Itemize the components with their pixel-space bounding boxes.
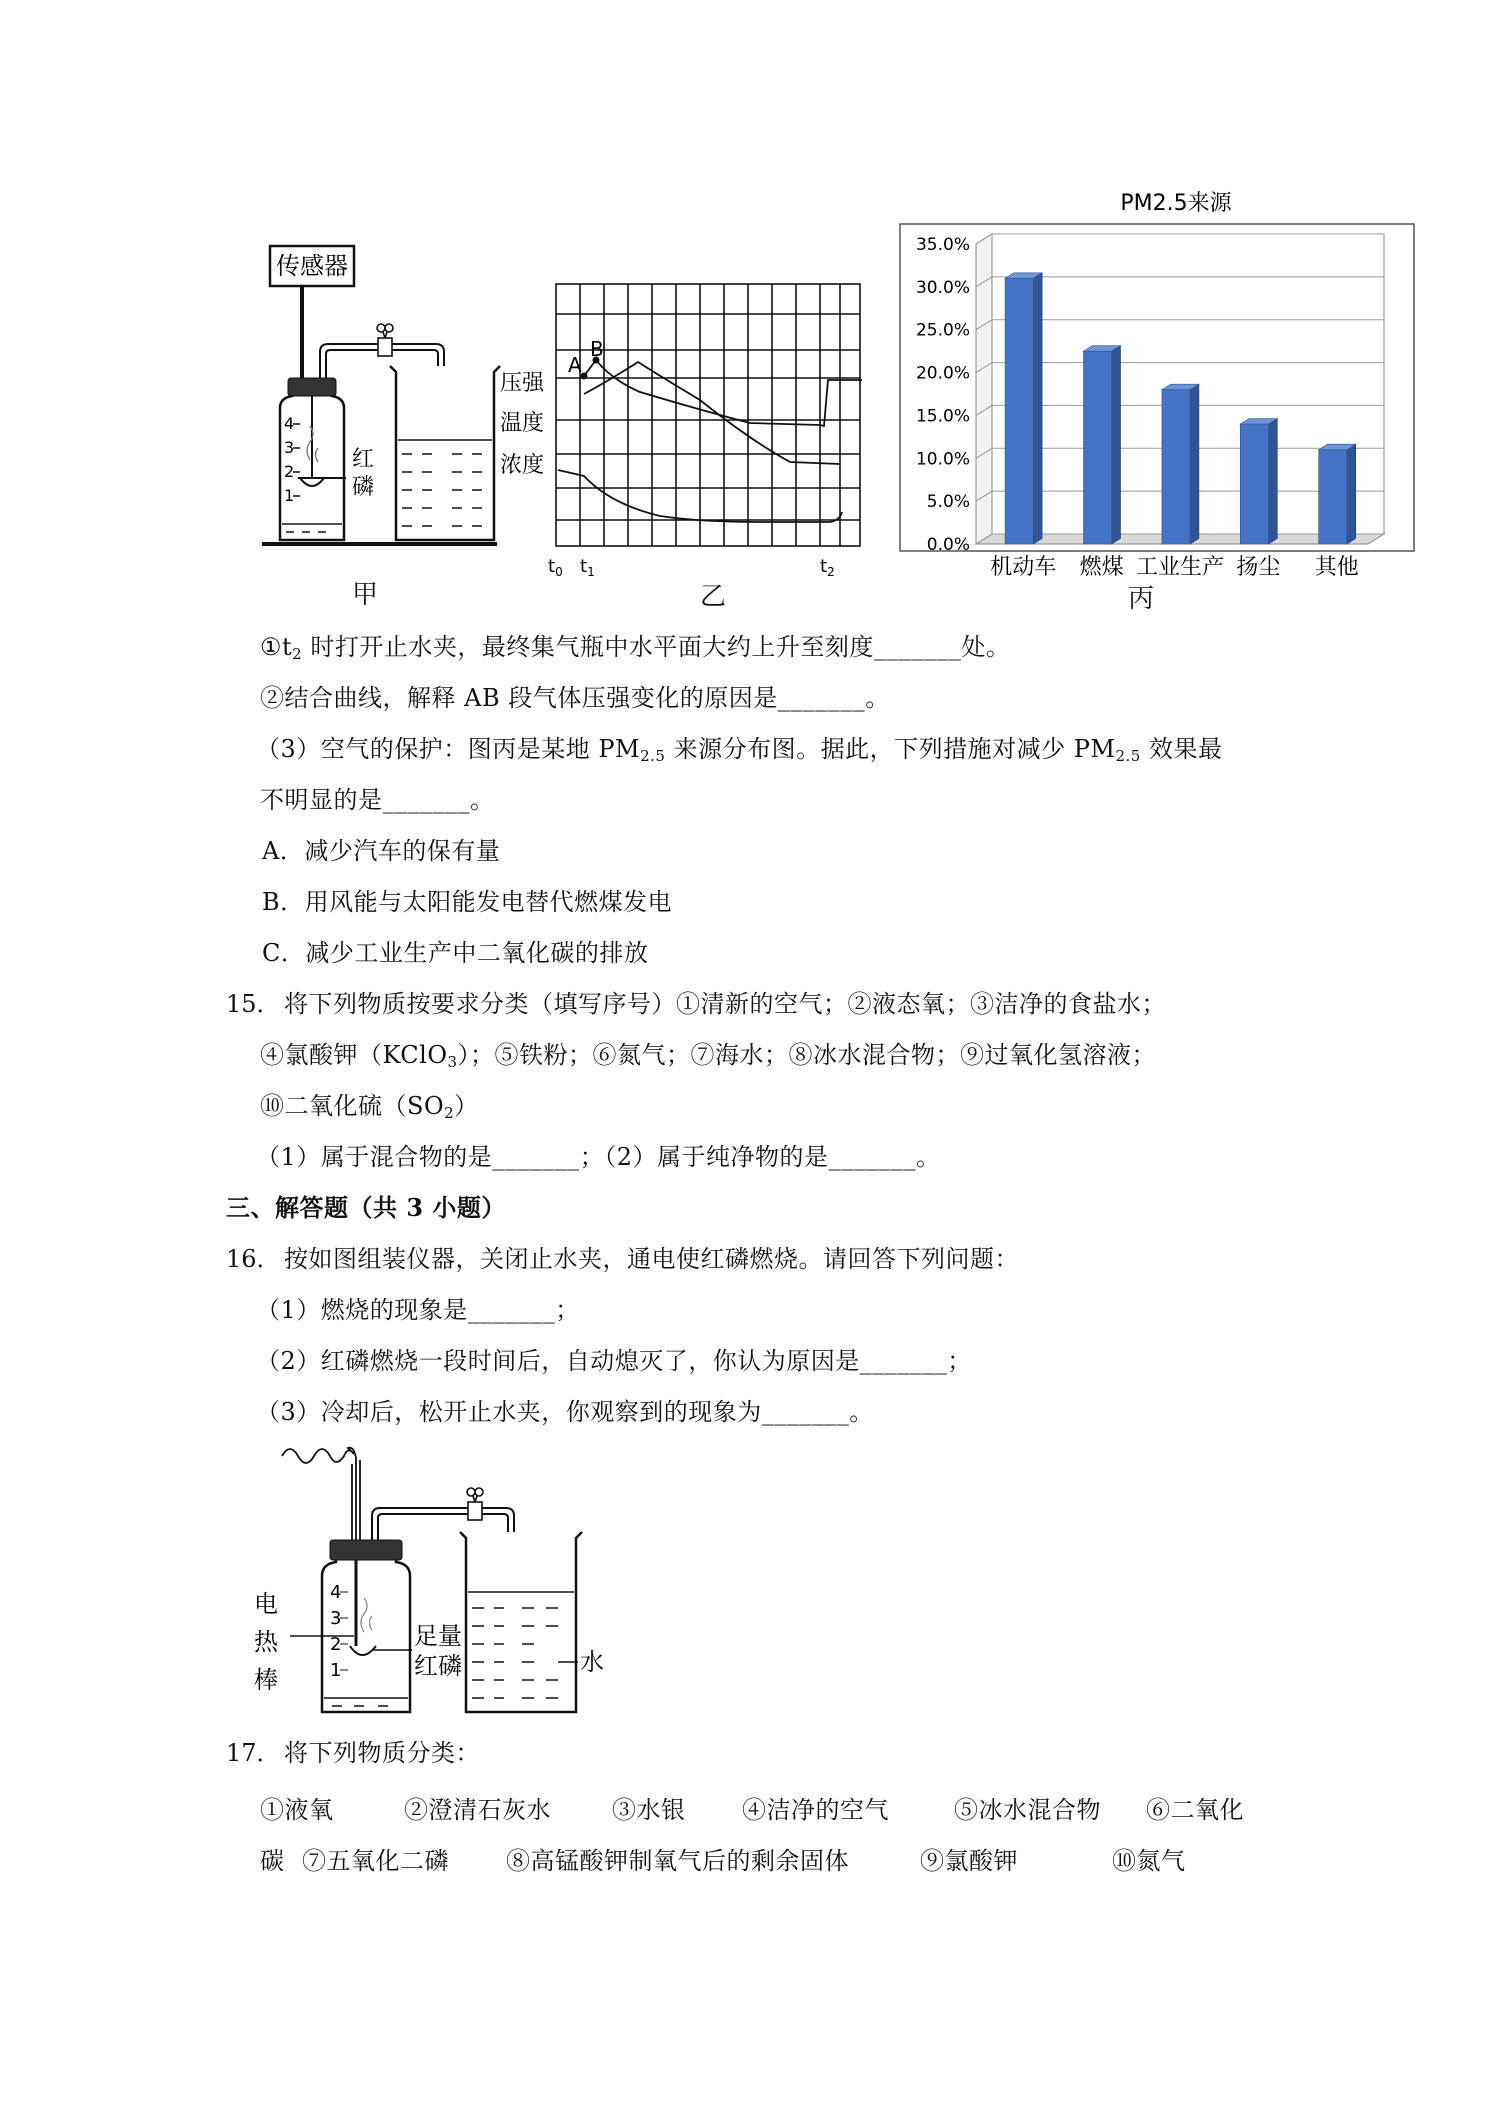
y-label-concentration: 浓度 xyxy=(500,453,545,478)
q17-line-1: 将下列物质分类： xyxy=(284,1739,480,1767)
y-label-temperature: 温度 xyxy=(500,411,545,436)
bar xyxy=(1083,346,1120,544)
svg-text:1: 1 xyxy=(284,486,295,505)
bar xyxy=(1319,444,1356,544)
svg-text:热: 热 xyxy=(254,1628,278,1656)
q14-part-3: （3）空气的保护：图丙是某地 $PM_{2.5}$ 来源分布图。据此，下列措施对减少 $PM_{2.5}$ 效果最 xyxy=(256,735,1223,765)
y-tick-label: 30.0% xyxy=(915,277,970,298)
svg-text:电: 电 xyxy=(254,1590,278,1618)
phosphorus-label-2: 磷 xyxy=(352,475,375,500)
q17-item: ⑧高锰酸钾制氧气后的剩余固体 xyxy=(506,1847,849,1875)
bar-side xyxy=(1033,273,1042,544)
svg-text:红磷: 红磷 xyxy=(414,1652,462,1680)
q14-option-b: B．用风能与太阳能发电替代燃煤发电 xyxy=(262,888,673,916)
time-axis-labels xyxy=(548,556,835,579)
q17-item: ⑨氯酸钾 xyxy=(920,1847,1018,1875)
q15-line-2: ④氯酸钾（KClO$_3$）；⑤铁粉；⑥氮气；⑦海水；⑧冰水混合物；⑨过氧化氢溶液； xyxy=(260,1041,1157,1071)
figure-jia-caption: 甲 xyxy=(352,580,379,610)
q17-item: ②澄清石灰水 xyxy=(404,1796,551,1824)
q17-item: 碳 xyxy=(260,1847,285,1875)
svg-text:2: 2 xyxy=(284,462,295,481)
q17-item: ①液氧 xyxy=(260,1796,334,1824)
q15-number: 15． xyxy=(226,990,281,1018)
x-category-label: 其他 xyxy=(1314,555,1359,580)
q14-option-a: A．减少汽车的保有量 xyxy=(262,837,501,865)
y-tick-label: 5.0% xyxy=(926,492,970,513)
q17-item: ⑥二氧化 xyxy=(1146,1796,1244,1824)
svg-text:3: 3 xyxy=(284,438,295,457)
svg-text:足量: 足量 xyxy=(414,1622,462,1650)
graph-grid xyxy=(556,284,860,546)
beaker xyxy=(390,366,500,540)
figure-bing-chart xyxy=(898,186,1418,580)
q17-item: ③水银 xyxy=(612,1796,686,1824)
x-category-label: 机动车 xyxy=(990,555,1057,580)
bar-front xyxy=(1005,278,1033,544)
y-tick-label: 15.0% xyxy=(915,406,970,427)
q17-item: ④洁净的空气 xyxy=(742,1796,889,1824)
svg-text:3: 3 xyxy=(330,1608,342,1629)
rubber-stopper xyxy=(288,378,336,396)
svg-text:t2: $t_2$ xyxy=(820,556,835,579)
x-category-label: 工业生产 xyxy=(1135,555,1225,580)
sensor-label: 传感器 xyxy=(276,252,348,280)
svg-text:2: 2 xyxy=(330,1634,342,1655)
q14-item-2: ②结合曲线，解释 AB 段气体压强变化的原因是_______。 xyxy=(260,684,890,712)
q17-item: ⑦五氧化二磷 xyxy=(302,1847,449,1875)
point-b-label: B xyxy=(590,337,604,361)
bar-front xyxy=(1083,351,1111,544)
bar-front xyxy=(1319,450,1347,544)
q15-subquestions: （1）属于混合物的是_______；（2）属于纯净物的是_______。 xyxy=(256,1143,941,1171)
rubber-stopper xyxy=(330,1540,402,1560)
figure-jia-apparatus xyxy=(262,240,502,560)
electric-coil xyxy=(282,1448,356,1540)
svg-text:4: 4 xyxy=(330,1582,342,1603)
q15-line-1: 将下列物质按要求分类（填写序号）①清新的空气；②液态氧；③洁净的食盐水； xyxy=(284,990,1166,1018)
figure-apparatus-2 xyxy=(254,1440,634,1720)
q16-line-1: 按如图组装仪器，关闭止水夹，通电使红磷燃烧。请回答下列问题： xyxy=(284,1245,1019,1273)
bar-side xyxy=(1347,444,1356,544)
point-a-label: A xyxy=(568,353,582,377)
bar-front xyxy=(1162,390,1190,544)
svg-text:t1: $t_1$ xyxy=(580,556,595,579)
q14-option-c: C．减少工业生产中二氧化碳的排放 xyxy=(262,939,649,967)
q16-part-1: （1）燃烧的现象是_______； xyxy=(256,1296,580,1324)
q17-item: ⑩氮气 xyxy=(1112,1847,1186,1875)
q15-line-3: ⑩二氧化硫$(SO_2)$ xyxy=(260,1092,479,1122)
chart-side-wall xyxy=(976,234,992,544)
bar-side xyxy=(1112,346,1121,544)
bar xyxy=(1162,384,1199,544)
svg-text:4: 4 xyxy=(284,414,295,433)
phosphorus-amount-label xyxy=(414,1622,462,1680)
y-tick-label: 35.0% xyxy=(915,235,970,255)
y-tick-label: 10.0% xyxy=(915,449,970,470)
tube-clamp xyxy=(467,1488,483,1520)
phosphorus-label: 红 xyxy=(352,447,375,472)
figure-bing-caption: 丙 xyxy=(1128,584,1155,614)
y-tick-label: 0.0% xyxy=(926,535,970,555)
bar xyxy=(1240,419,1277,545)
heating-rod-label xyxy=(254,1590,279,1694)
svg-text:t0: $t_0$ xyxy=(548,556,563,579)
water-label: 水 xyxy=(580,1648,604,1676)
bar xyxy=(1005,273,1042,544)
q16-part-3: （3）冷却后，松开止水夹，你观察到的现象为_______。 xyxy=(256,1398,874,1426)
figure-yi-caption: 乙 xyxy=(700,582,727,612)
tube-clamp xyxy=(377,324,393,356)
bar-side xyxy=(1190,384,1199,544)
svg-text:棒: 棒 xyxy=(254,1666,278,1694)
q17-number: 17． xyxy=(226,1739,281,1767)
q16-number: 16． xyxy=(226,1245,281,1273)
section-3-heading: 三、解答题（共 3 小题） xyxy=(226,1193,506,1222)
q17-item: ⑤冰水混合物 xyxy=(954,1796,1101,1824)
bar-side xyxy=(1269,419,1278,545)
beaker xyxy=(460,1532,582,1712)
q14-part-3-cont: 不明显的是_______。 xyxy=(260,786,495,814)
q14-item-1: $①t_2$ 时打开止水夹，最终集气瓶中水平面大约上升至刻度_______处。 xyxy=(260,633,1011,663)
x-category-label: 燃煤 xyxy=(1079,555,1124,580)
q16-part-2: （2）红磷燃烧一段时间后，自动熄灭了，你认为原因是_______； xyxy=(256,1347,972,1375)
x-category-label: 扬尘 xyxy=(1236,555,1281,580)
y-tick-label: 25.0% xyxy=(915,320,970,341)
y-label-pressure: 压强 xyxy=(500,371,545,396)
chart-title: PM2.5来源 xyxy=(1120,191,1232,216)
figure-yi-graph xyxy=(500,280,880,580)
svg-text:1: 1 xyxy=(330,1660,342,1681)
bar-front xyxy=(1240,424,1268,544)
y-tick-label: 20.0% xyxy=(915,363,970,384)
